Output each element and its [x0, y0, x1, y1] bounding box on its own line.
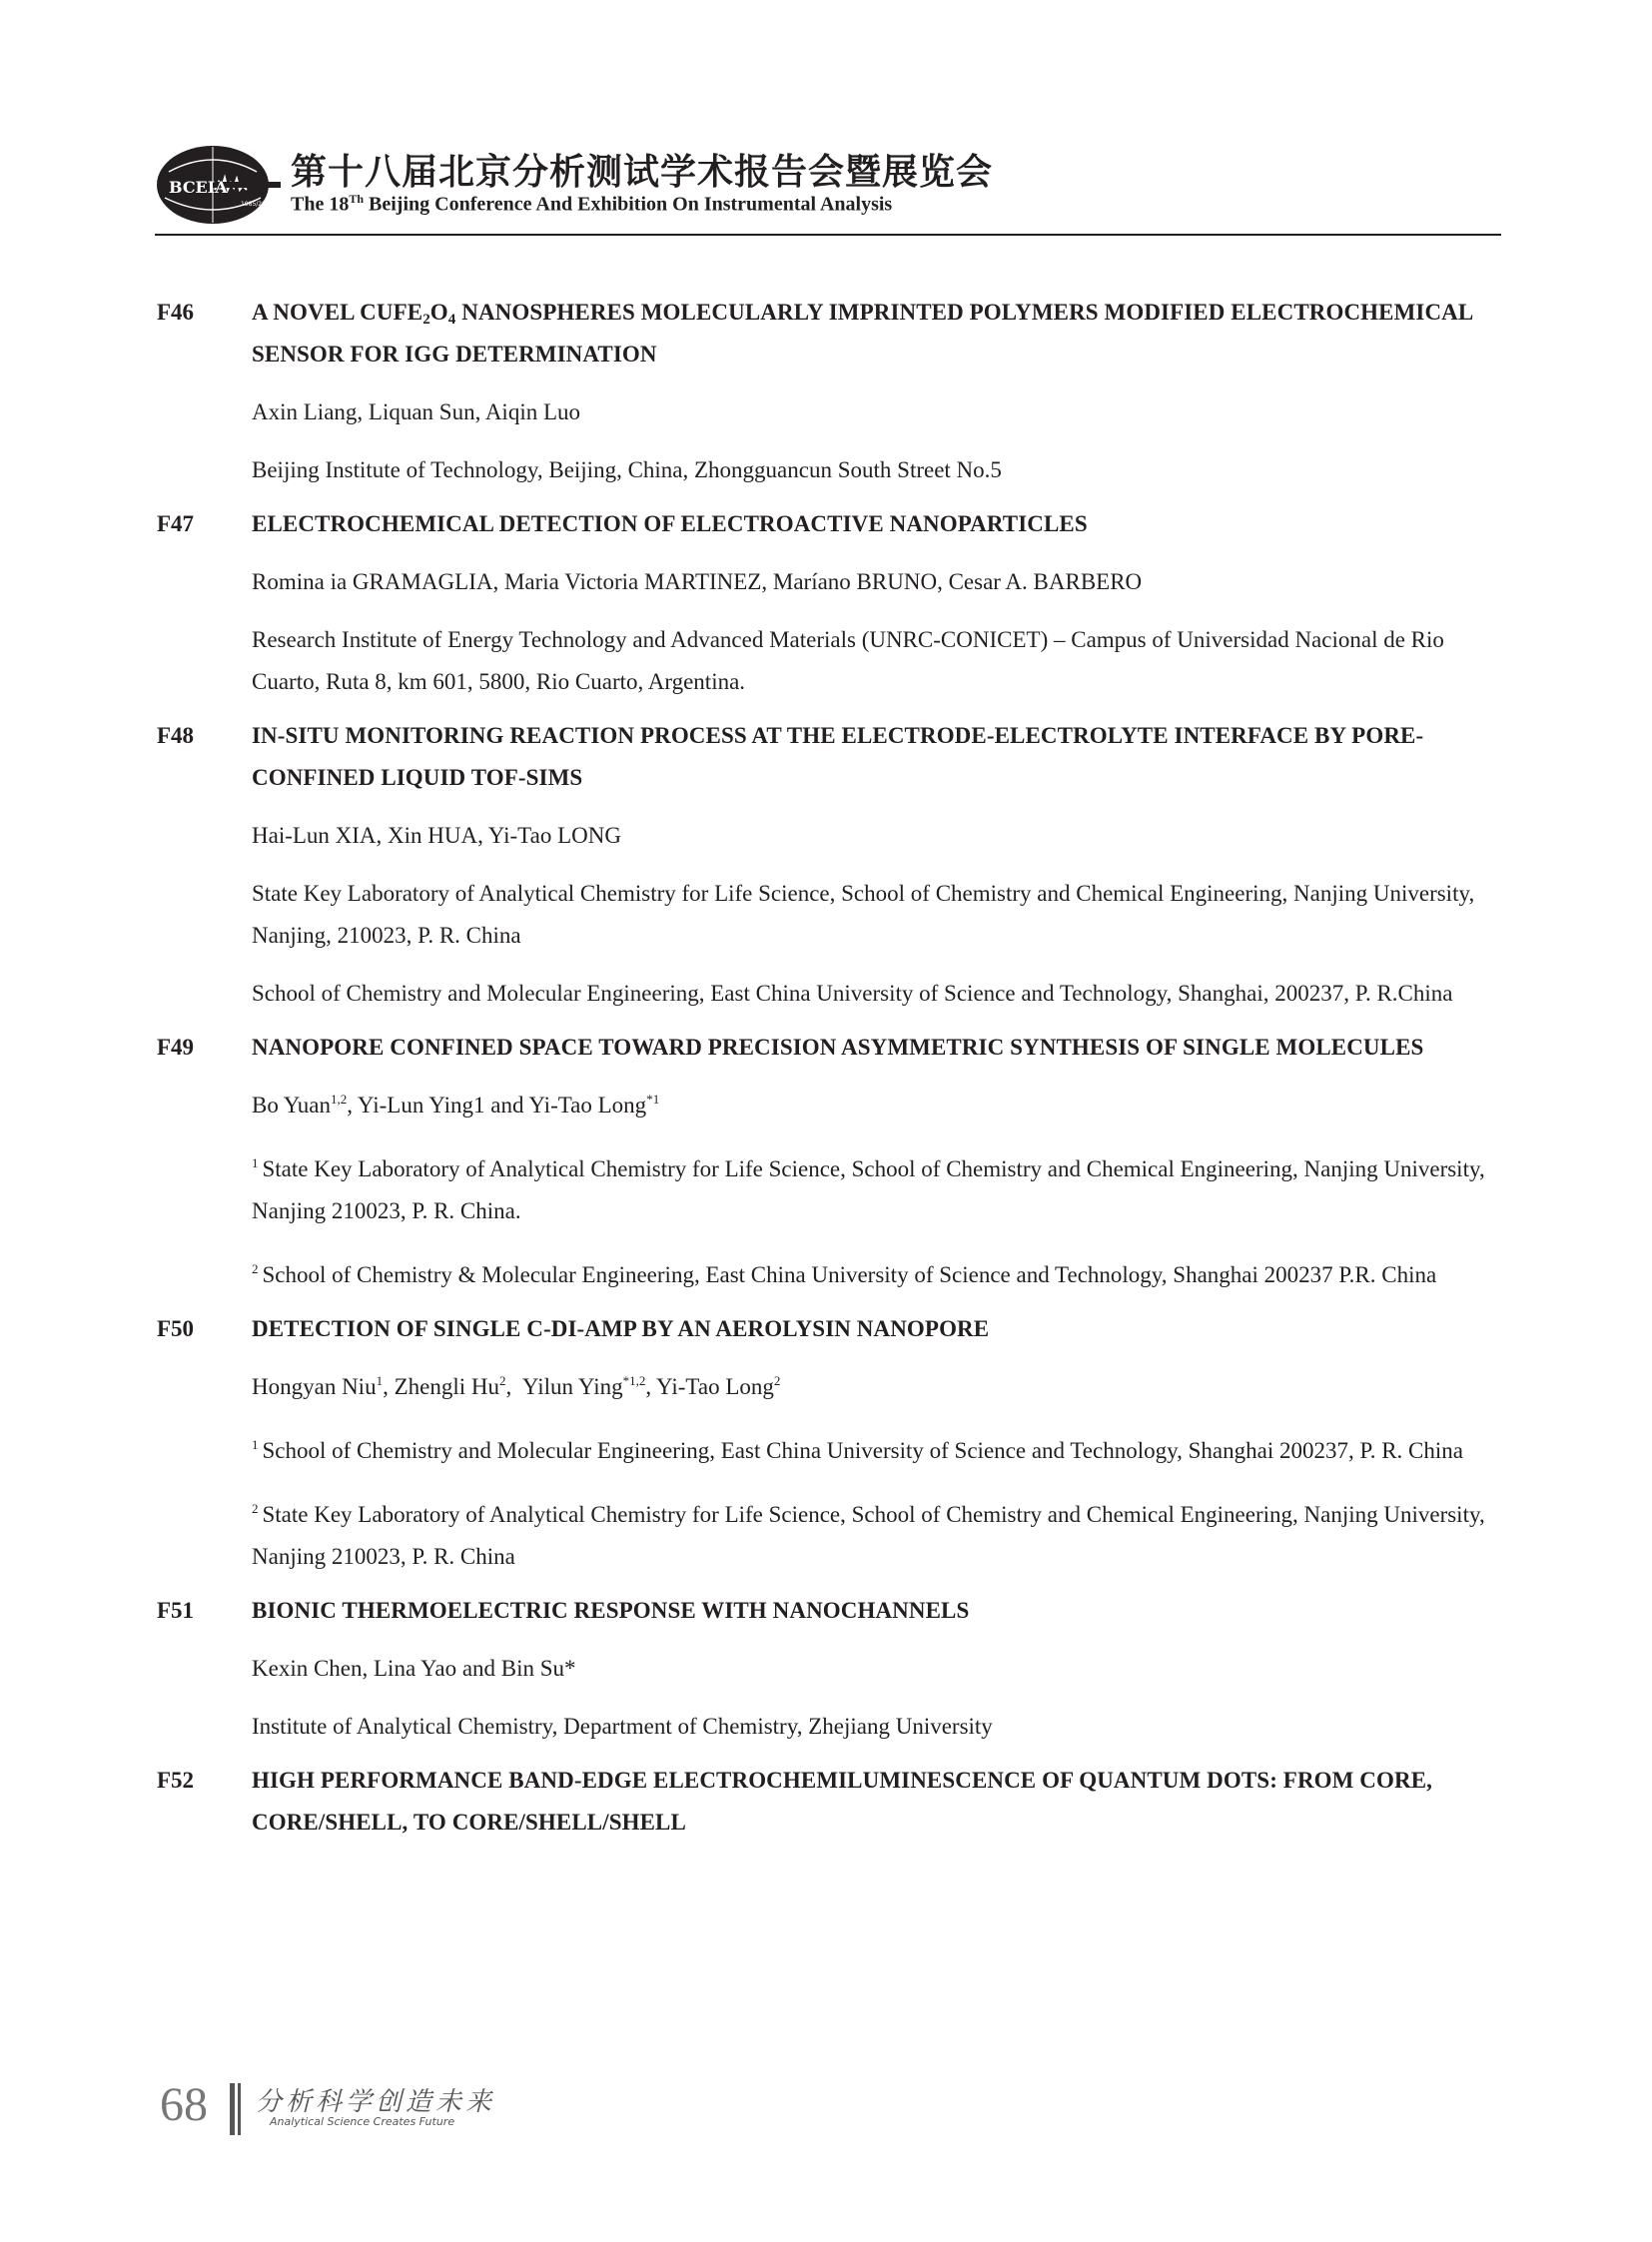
entry-affiliation: State Key Laboratory of Analytical Chemistry for Life Science, School of Chemistry and Chemical Engineering, Nanjing University, Nanjing, 210023, P. R. China: [252, 881, 1475, 948]
abstract-list: [157, 292, 1495, 1856]
entry-code: F47: [157, 511, 195, 536]
entry-affiliation: Beijing Institute of Technology, Beijing, China, Zhongguancun South Street No.5: [252, 457, 1002, 482]
entry-affiliation: $^1$ School of Chemistry and Molecular Engineering, East China University of Science and Technology, Shanghai 200237, P. R. China: [252, 1437, 1463, 1463]
entry-authors: Hai-Lun XIA, Xin HUA, Yi-Tao LONG: [252, 823, 621, 848]
entry-code: F48: [157, 723, 195, 748]
page-number: 68: [160, 2078, 208, 2131]
page-footer: [160, 2077, 659, 2157]
conference-title-en: The 18Th Beijing Conference And Exhibition On Instrumental Analysis: [291, 192, 893, 216]
entry-title: A NOVEL $CUFE_2O_4$ NANOSPHERES MOLECULARLY IMPRINTED POLYMERS MODIFIED ELECTROCHEMICAL SENSOR FOR IGG DETERMINATION: [252, 300, 1473, 367]
abstract-entry-f47: [157, 503, 1495, 703]
entry-authors: Kexin Chen, Lina Yao and Bin Su*: [252, 1656, 576, 1681]
entry-code: F51: [157, 1598, 195, 1623]
entry-title: DETECTION OF SINGLE C-DI-AMP BY AN AEROLYSIN NANOPORE: [252, 1316, 990, 1341]
page-header: [155, 140, 1503, 232]
abstract-entry-f46: [157, 292, 1495, 491]
entry-authors: Bo Yuan$^{1,2}$, Yi-Lun Ying1 and Yi-Tao Long$^{*1}$: [252, 1092, 660, 1118]
entry-title: HIGH PERFORMANCE BAND-EDGE ELECTROCHEMILUMINESCENCE OF QUANTUM DOTS: FROM CORE, CORE/SHELL, TO CORE/SHELL/SHELL: [252, 1768, 1433, 1835]
entry-title: BIONIC THERMOELECTRIC RESPONSE WITH NANOCHANNELS: [252, 1598, 970, 1623]
abstract-entry-f49: [157, 1027, 1495, 1296]
abstract-entry-f48: [157, 715, 1495, 1015]
abstract-entry-f52: [157, 1760, 1495, 1844]
entry-code: F52: [157, 1768, 195, 1793]
entry-code: F46: [157, 300, 195, 325]
entry-title: NANOPORE CONFINED SPACE TOWARD PRECISION ASYMMETRIC SYNTHESIS OF SINGLE MOLECULES: [252, 1035, 1424, 1060]
slogan-en: Analytical Science Creates Future: [270, 2115, 455, 2128]
slogan-cn: 分析科学创造未来: [256, 2087, 496, 2116]
entry-authors: Romina ia GRAMAGLIA, Maria Victoria MARTINEZ, Maríano BRUNO, Cesar A. BARBERO: [252, 569, 1143, 594]
entry-affiliation: $^2$ State Key Laboratory of Analytical Chemistry for Life Science, School of Chemistry and Chemical Engineering, Nanjing University, Nanjing 210023, P. R. China: [252, 1501, 1485, 1569]
entry-authors: Axin Liang, Liquan Sun, Aiqin Luo: [252, 399, 581, 424]
abstract-entry-f51: [157, 1590, 1495, 1748]
bceia-logo: [155, 142, 285, 226]
header-divider: [155, 234, 1501, 236]
entry-authors: Hongyan Niu$^1$, Zhengli Hu$^2$, Yilun Ying$^{*1,2}$, Yi-Tao Long$^2$: [252, 1373, 781, 1399]
entry-affiliation: $^1$ State Key Laboratory of Analytical Chemistry for Life Science, School of Chemistry and Chemical Engineering, Nanjing University, Nanjing 210023, P. R. China.: [252, 1155, 1485, 1223]
svg-text:BCEIA: BCEIA: [169, 178, 228, 197]
entry-affiliation: $^2$ School of Chemistry & Molecular Engineering, East China University of Science and Technology, Shanghai 200237 P.R. China: [252, 1261, 1437, 1287]
footer-divider-bars: [230, 2083, 244, 2135]
abstract-entry-f50: [157, 1308, 1495, 1578]
svg-text:1985/2019: 1985/2019: [241, 201, 274, 208]
entry-code: F50: [157, 1316, 195, 1341]
entry-affiliation: Research Institute of Energy Technology and Advanced Materials (UNRC-CONICET) – Campus of Universidad Nacional de Rio Cuarto, Ruta 8, km 601, 5800, Rio Cuarto, Argentina.: [252, 627, 1444, 694]
entry-affiliation: Institute of Analytical Chemistry, Department of Chemistry, Zhejiang University: [252, 1714, 993, 1739]
entry-title: IN-SITU MONITORING REACTION PROCESS AT THE ELECTRODE-ELECTROLYTE INTERFACE BY PORE-CONFINED LIQUID TOF-SIMS: [252, 723, 1424, 790]
entry-code: F49: [157, 1035, 195, 1060]
entry-affiliation: School of Chemistry and Molecular Engineering, East China University of Science and Technology, Shanghai, 200237, P. R.China: [252, 981, 1453, 1006]
conference-title-cn: 第十八届北京分析测试学术报告会暨展览会: [291, 152, 994, 192]
entry-title: ELECTROCHEMICAL DETECTION OF ELECTROACTIVE NANOPARTICLES: [252, 511, 1088, 536]
